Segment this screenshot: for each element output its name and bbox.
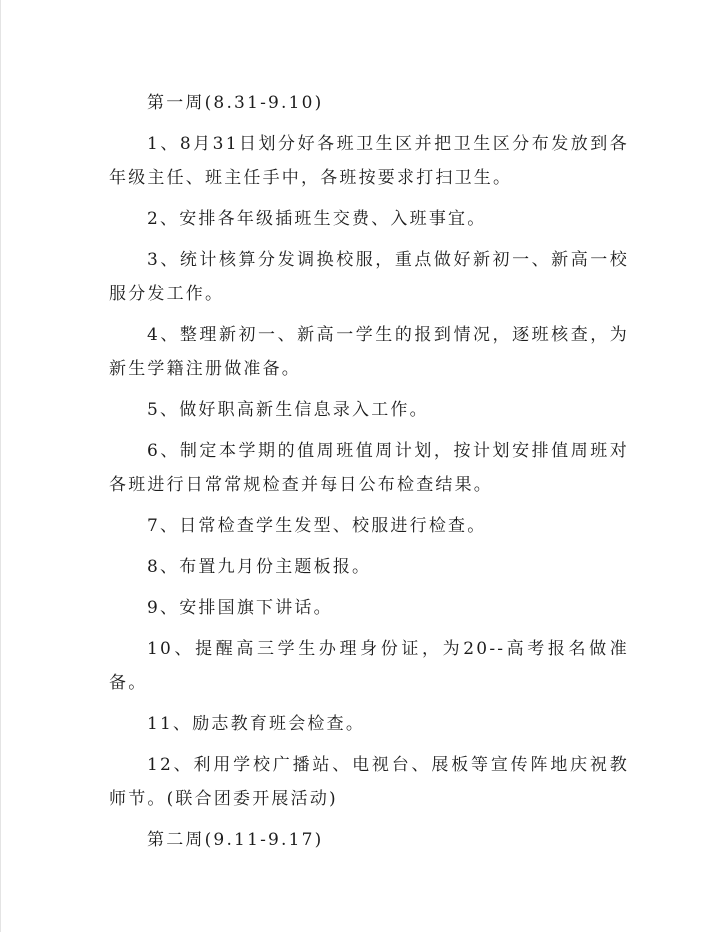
item-4: 4、整理新初一、新高一学生的报到情况，逐班核查，为新生学籍注册做准备。 [109,325,629,379]
item-10: 10、提醒高三学生办理身份证，为20--高考报名做准备。 [109,639,629,693]
item-2: 2、安排各年级插班生交费、入班事宜。 [147,209,487,229]
item-8: 8、布置九月份主题板报。 [147,557,372,577]
item-12: 12、利用学校广播站、电视台、展板等宣传阵地庆祝教师节。(联合团委开展活动) [109,755,629,809]
item-7: 7、日常检查学生发型、校服进行检查。 [147,516,487,536]
item-1: 1、8月31日划分好各班卫生区并把卫生区分布发放到各年级主任、班主任手中，各班按要求打扫卫生。 [109,134,629,188]
document-body [109,86,629,864]
week-2-heading: 第二周(9.11-9.17) [147,830,324,850]
item-11: 11、励志教育班会检查。 [147,714,366,734]
item-5: 5、做好职高新生信息录入工作。 [147,400,429,420]
item-9: 9、安排国旗下讲话。 [147,598,333,618]
week-1-heading: 第一周(8.31-9.10) [147,93,324,113]
item-6: 6、制定本学期的值周班值周计划，按计划安排值周班对各班进行日常常规检查并每日公布检查结果。 [109,441,629,495]
item-3: 3、统计核算分发调换校服，重点做好新初一、新高一校服分发工作。 [109,250,629,304]
